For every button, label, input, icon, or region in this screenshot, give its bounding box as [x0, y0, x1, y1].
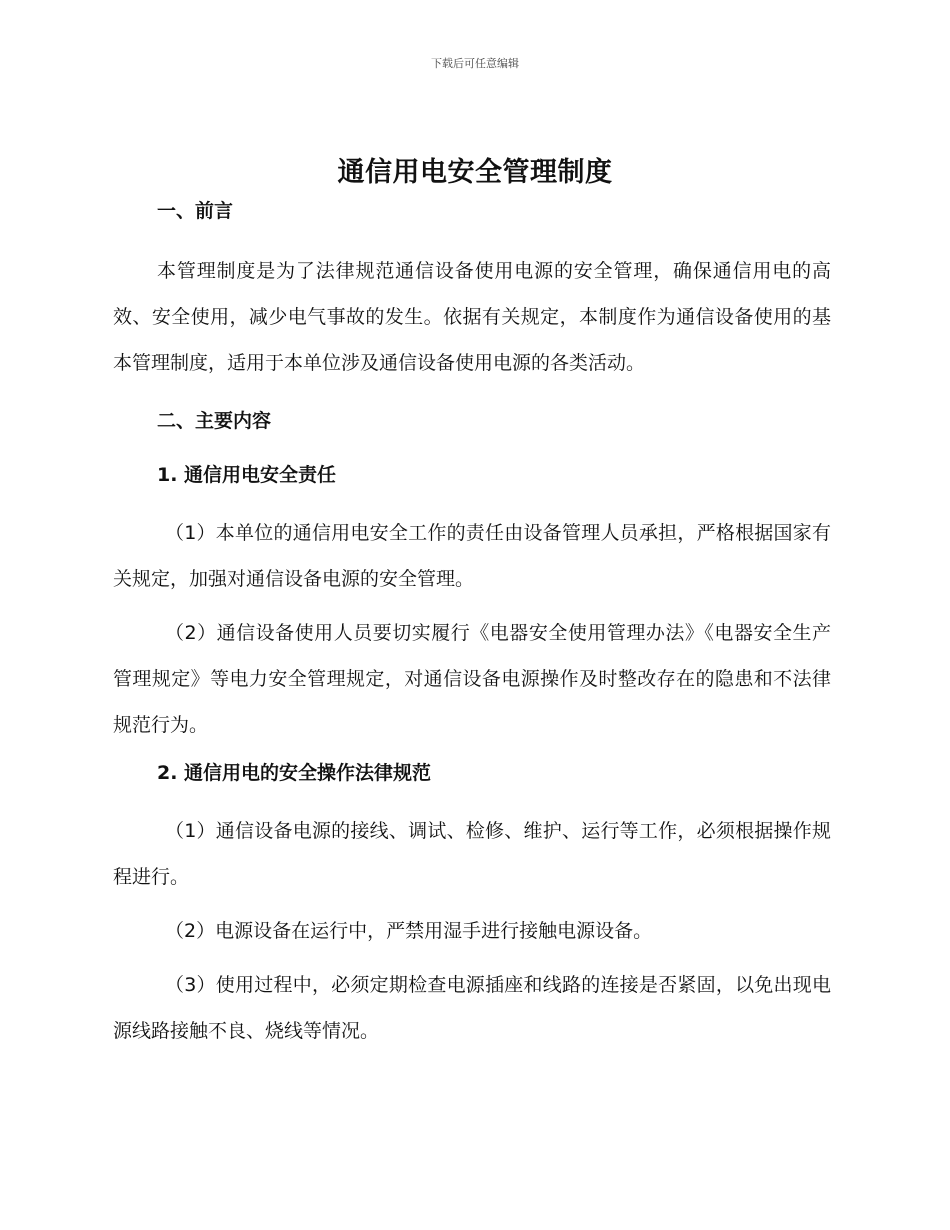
paragraph-sub2-item-2: （2）电源设备在运行中，严禁用湿手进行接触电源设备。 — [165, 920, 653, 942]
paragraph-sub1-item-2: （2）通信设备使用人员要切实履行《电器安全使用管理办法》《电器安全生产管理规定》等电力安全管理规定，对通信设备电源操作及时整改存在的隐患和不法律规范行为。 — [113, 622, 831, 736]
document-body — [113, 194, 831, 1054]
paragraph-sub2-item-1: （1）通信设备电源的接线、调试、检修、维护、运行等工作，必须根据操作规程进行。 — [113, 820, 831, 888]
paragraph-preface: 本管理制度是为了法律规范通信设备使用电源的安全管理，确保通信用电的高效、安全使用，减少电气事故的发生。依据有关规定，本制度作为通信设备使用的基本管理制度，适用于本单位涉及通信设备使用电源的各类活动。 — [113, 260, 831, 374]
header-note: 下载后可任意编辑 — [431, 57, 519, 70]
subsection-heading-1: 1. 通信用电安全责任 — [157, 464, 337, 486]
paragraph-sub2-item-3: （3）使用过程中，必须定期检查电源插座和线路的连接是否紧固，以免出现电源线路接触不良、烧线等情况。 — [113, 974, 831, 1042]
subsection-heading-2: 2. 通信用电的安全操作法律规范 — [157, 762, 432, 784]
section-heading-preface: 一、前言 — [157, 200, 234, 222]
paragraph-sub1-item-1: （1）本单位的通信用电安全工作的责任由设备管理人员承担，严格根据国家有关规定，加强对通信设备电源的安全管理。 — [113, 522, 831, 590]
section-heading-main: 二、主要内容 — [157, 410, 272, 432]
document-title: 通信用电安全管理制度 — [337, 157, 613, 188]
